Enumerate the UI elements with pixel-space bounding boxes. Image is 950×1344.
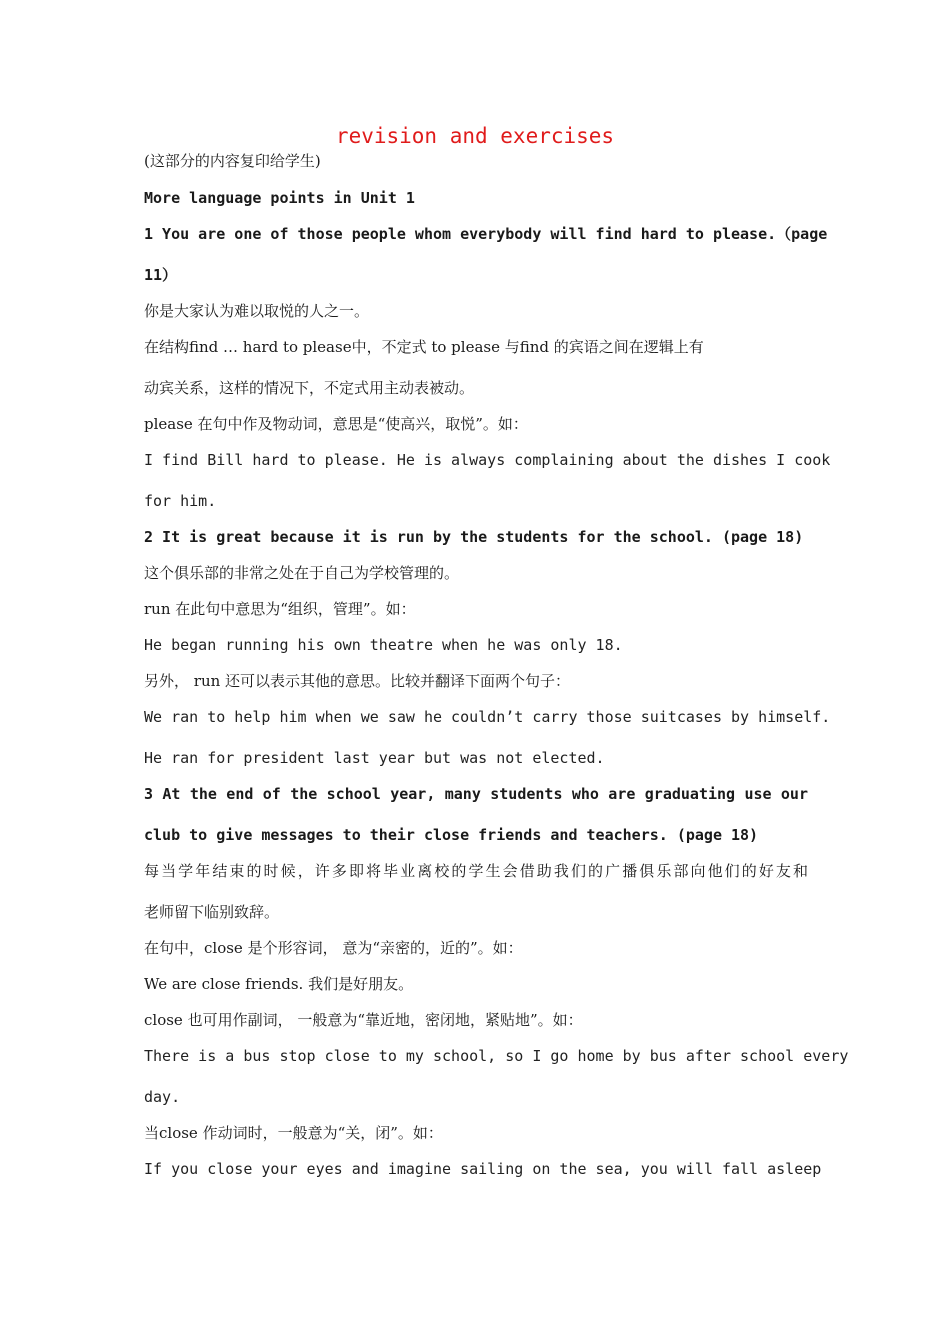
- section-heading: More language points in Unit 1: [144, 189, 415, 207]
- point-3-adjective-example: We are close friends. 我们是好朋友。: [144, 975, 414, 993]
- point-2-sentence: 2 It is great because it is run by the students for the school. (page 18): [144, 528, 804, 546]
- point-1-explanation: 在结构find … hard to please中，不定式 to please 与find 的宾语之间在逻辑上有: [144, 338, 704, 356]
- point-3-adverb-example: There is a bus stop close to my school, so I go home by bus after school every: [144, 1047, 849, 1065]
- point-3-adverb-example-cont: day.: [144, 1088, 181, 1106]
- point-1-translation: 你是大家认为难以取悦的人之一。: [144, 302, 370, 320]
- point-3-adjective-usage: 在句中，close 是个形容词， 意为“亲密的，近的”。如：: [144, 939, 523, 957]
- point-2-translation: 这个俱乐部的非常之处在于自己为学校管理的。: [144, 564, 460, 582]
- point-1-explanation-cont: 动宾关系，这样的情况下，不定式用主动表被动。: [144, 379, 475, 397]
- document-title: revision and exercises: [335, 124, 615, 148]
- point-1-example-cont: for him.: [144, 492, 217, 510]
- point-1-sentence: 1 You are one of those people whom everybody will find hard to please.（page: [144, 225, 828, 243]
- point-2-other-meaning: 另外， run 还可以表示其他的意思。比较并翻译下面两个句子：: [144, 672, 571, 690]
- point-1-usage: please 在句中作及物动词，意思是“使高兴，取悦”。如：: [144, 415, 528, 433]
- point-3-translation-cont: 老师留下临别致辞。: [144, 903, 280, 921]
- point-3-translation: 每当学年结束的时候，许多即将毕业离校的学生会借助我们的广播俱乐部向他们的好友和: [144, 862, 808, 880]
- point-2-example: He began running his own theatre when he was only 18.: [144, 636, 623, 654]
- point-3-adverb-usage: close 也可用作副词， 一般意为“靠近地，密闭地，紧贴地”。如：: [144, 1011, 583, 1029]
- point-2-example-3: He ran for president last year but was not elected.: [144, 749, 605, 767]
- point-3-verb-example: If you close your eyes and imagine sailing on the sea, you will fall asleep: [144, 1160, 822, 1178]
- point-2-usage: run 在此句中意思为“组织，管理”。如：: [144, 600, 416, 618]
- point-1-page-ref: 11）: [144, 266, 178, 284]
- point-2-example-2: We ran to help him when we saw he couldn’t carry those suitcases by himself.: [144, 708, 831, 726]
- point-3-sentence: 3 At the end of the school year, many students who are graduating use our: [144, 785, 808, 803]
- point-3-sentence-cont: club to give messages to their close friends and teachers. (page 18): [144, 826, 759, 844]
- subtitle-note: (这部分的内容复印给学生): [144, 152, 321, 170]
- point-3-verb-usage: 当close 作动词时，一般意为“关，闭”。如：: [144, 1124, 443, 1142]
- point-1-example: I find Bill hard to please. He is always complaining about the dishes I cook: [144, 451, 831, 469]
